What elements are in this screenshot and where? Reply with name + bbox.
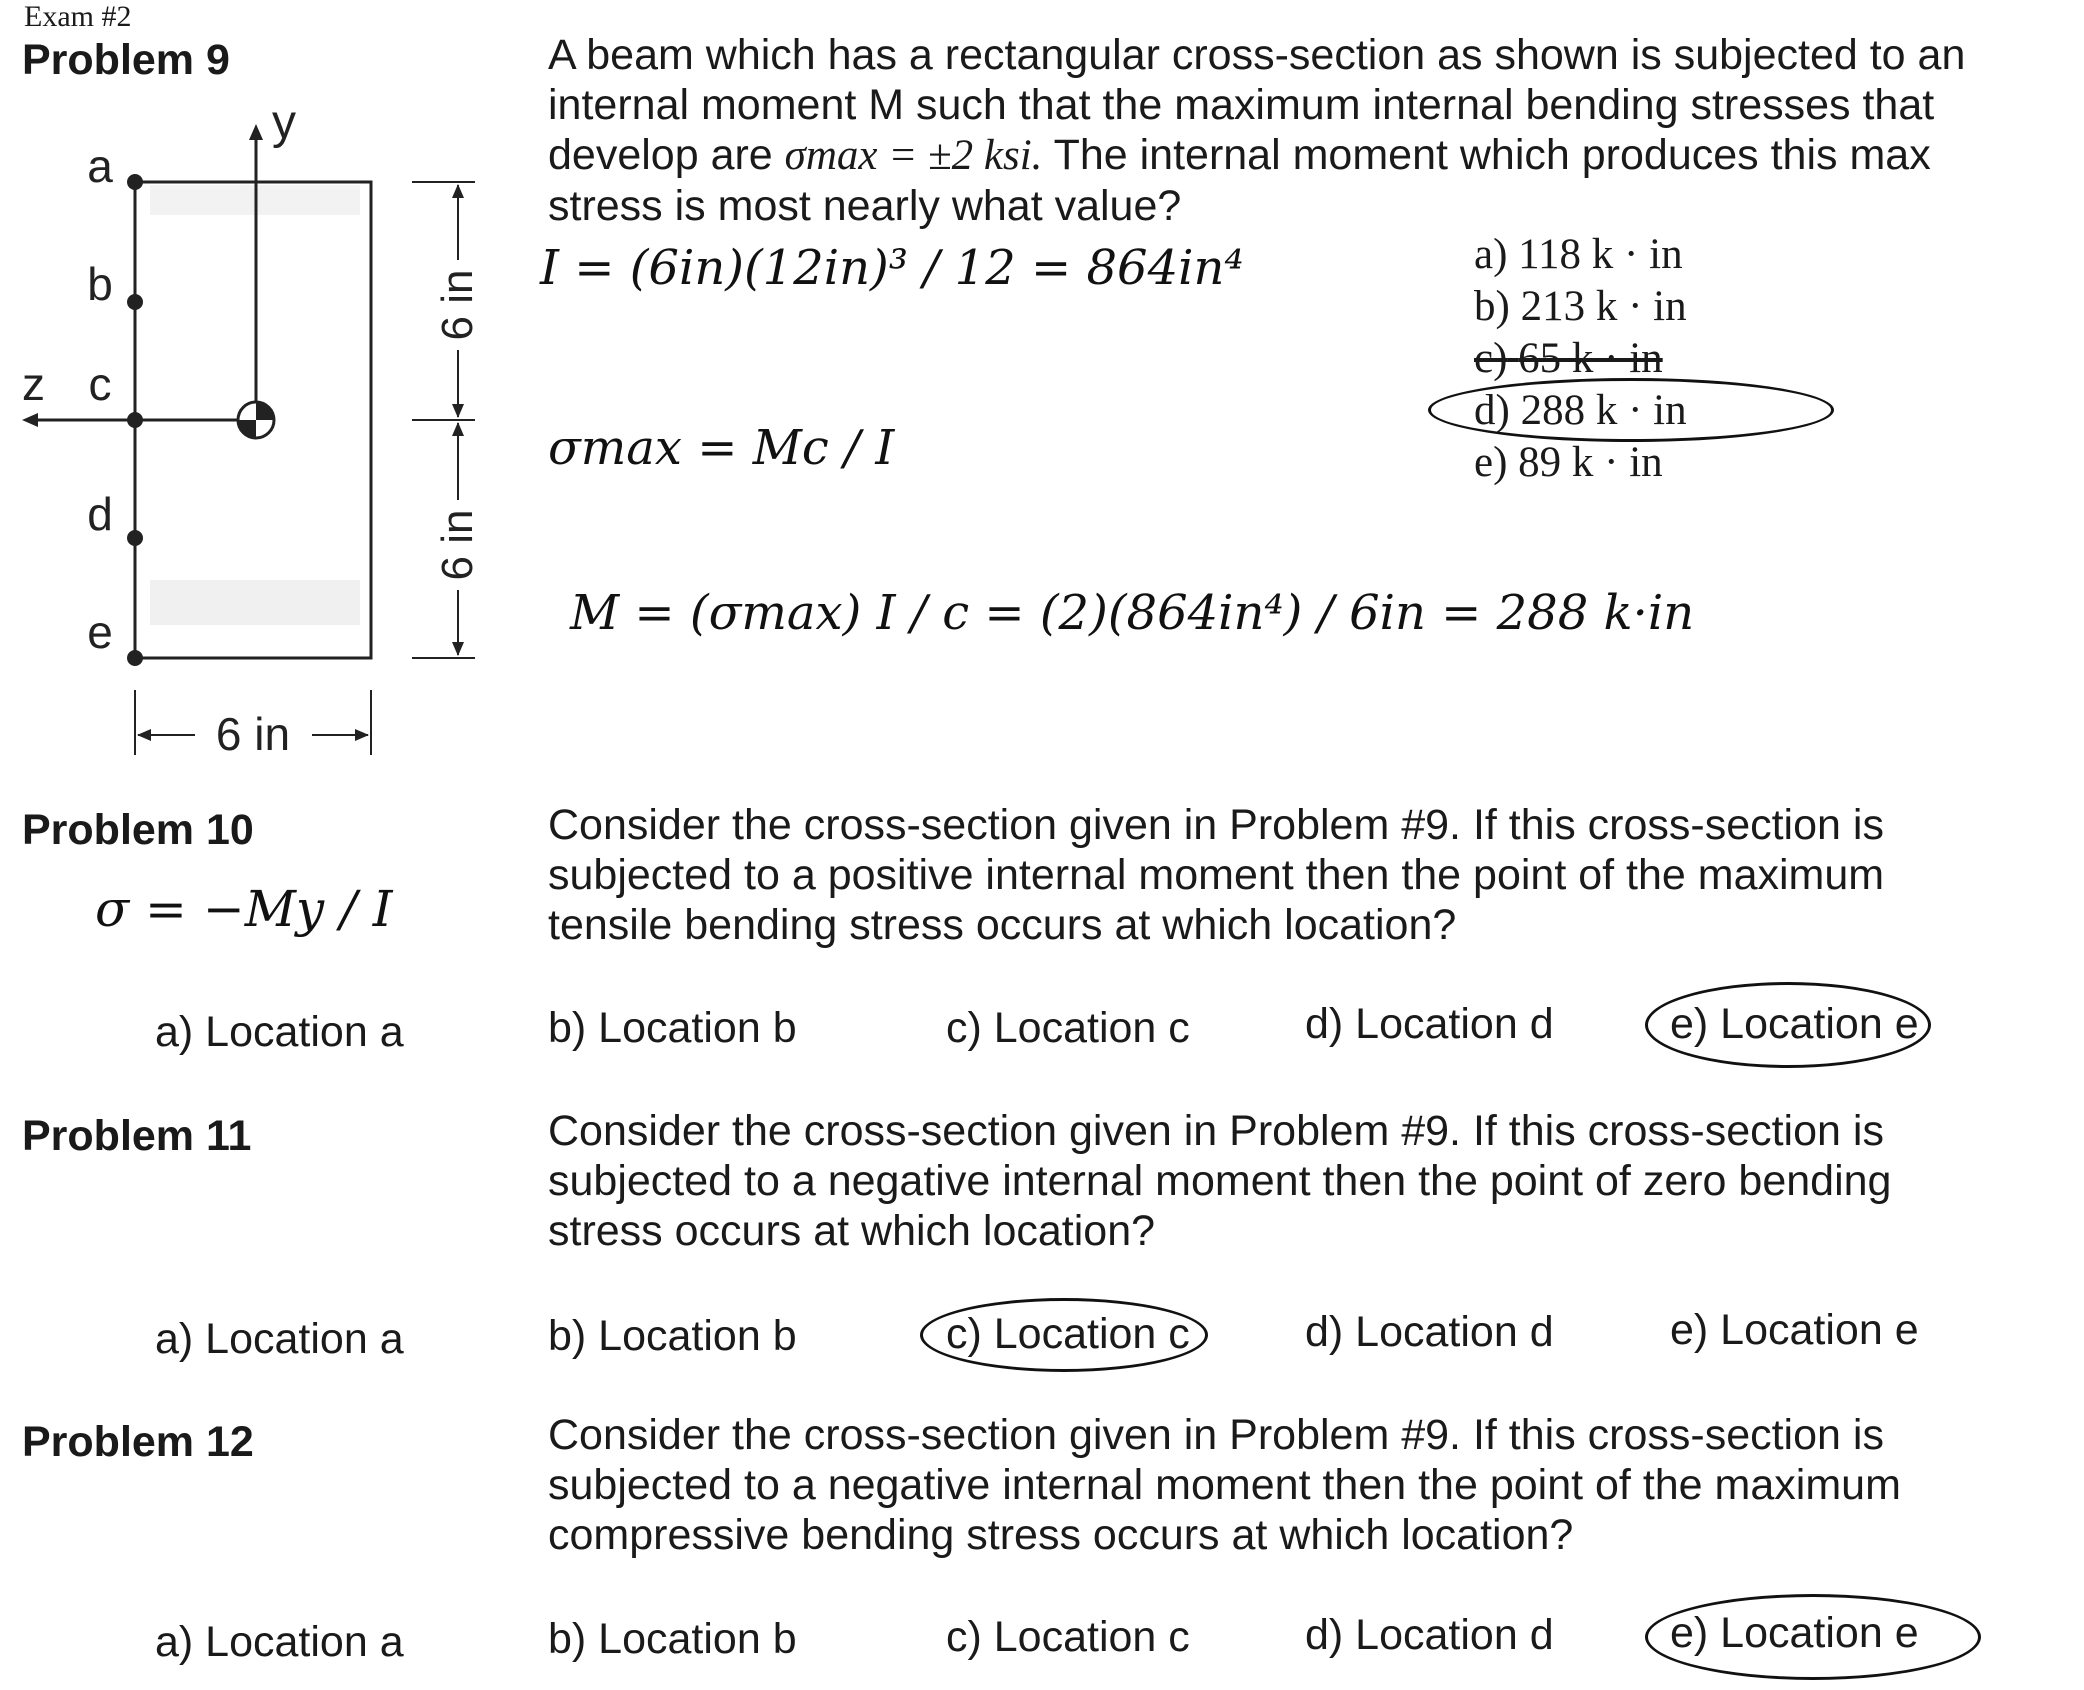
p9-option-e[interactable] — [1474, 438, 1663, 487]
p10-option-c[interactable]: c) Location c — [946, 1004, 1190, 1052]
p9-option-c-value: 65 k · in — [1518, 335, 1663, 382]
dim-label-lower: 6 in — [433, 509, 482, 581]
point-e-label: e — [87, 606, 113, 658]
scan-texture-bottom — [150, 580, 360, 625]
p12-option-e[interactable]: e) Location e — [1670, 1609, 1919, 1657]
point-b-dot — [127, 294, 143, 310]
p9-option-a-value: 118 k · in — [1518, 231, 1683, 278]
problem-12-question: Consider the cross-section given in Problem #9. If this cross-section is subjected to a negative internal moment then the point of the maximum compressive bending stress occurs at which location? — [548, 1411, 1901, 1559]
p9-option-e-label: e) — [1474, 439, 1508, 486]
dim-width-label: 6 in — [215, 708, 291, 760]
work-moment-solution: M = (σmax) I / c = (2)(864in⁴) / 6in = 288 k·in — [570, 585, 1695, 641]
p11-option-c[interactable]: c) Location c — [946, 1310, 1190, 1358]
problem-11-question: Consider the cross-section given in Problem #9. If this cross-section is subjected to a negative internal moment then the point of zero bending stress occurs at which location? — [548, 1107, 1892, 1255]
centroid-fill-2 — [238, 420, 256, 438]
p12-option-b[interactable]: b) Location b — [548, 1615, 797, 1663]
point-e-dot — [127, 650, 143, 666]
problem-11-title: Problem 11 — [22, 1112, 252, 1160]
dim-width-arrow-left — [137, 729, 151, 741]
p12-option-c[interactable]: c) Location c — [946, 1613, 1190, 1661]
dim-label-upper: 6 in — [433, 269, 482, 341]
problem-12-title: Problem 12 — [22, 1418, 254, 1466]
p9-option-a[interactable] — [1474, 230, 1683, 279]
problem-9-question-post: The internal moment which produces this max stress is most nearly what value? — [548, 131, 1931, 230]
p9-option-d-value: 288 k · in — [1520, 387, 1687, 434]
p10-option-a[interactable]: a) Location a — [155, 1008, 404, 1056]
work-moment-of-inertia: I = (6in)(12in)³ / 12 = 864in⁴ — [540, 240, 1244, 296]
problem-10-title: Problem 10 — [22, 806, 254, 854]
dim-arrow-4 — [452, 642, 464, 656]
point-a-label: a — [87, 140, 113, 192]
dim-arrow-1 — [452, 184, 464, 198]
p9-option-a-label: a) — [1474, 231, 1508, 278]
point-b-label: b — [87, 258, 113, 310]
p9-option-c-label: c) — [1474, 335, 1508, 382]
cross-section-diagram — [0, 90, 540, 770]
p9-option-b-value: 213 k · in — [1520, 283, 1687, 330]
problem-9-sigma-max: σmax = ±2 ksi. — [784, 132, 1043, 179]
p11-option-b[interactable]: b) Location b — [548, 1312, 797, 1360]
p9-answer-circle — [1428, 378, 1834, 442]
exam-header: Exam #2 — [24, 0, 132, 33]
p9-option-c[interactable] — [1474, 334, 1663, 383]
dim-arrow-2 — [452, 404, 464, 418]
p9-option-e-value: 89 k · in — [1518, 439, 1663, 486]
y-axis-label: y — [272, 96, 296, 149]
problem-9-question — [548, 30, 2008, 231]
p10-answer-circle — [1645, 982, 1931, 1068]
p9-option-b-label: b) — [1474, 283, 1510, 330]
z-axis-arrowhead — [22, 413, 38, 427]
p12-answer-circle — [1645, 1594, 1981, 1680]
problem-10-question: Consider the cross-section given in Problem #9. If this cross-section is subjected to a positive internal moment then the point of the maximum tensile bending stress occurs at which location? — [548, 801, 1885, 949]
p11-option-d[interactable]: d) Location d — [1305, 1308, 1554, 1356]
problem-10-note: σ = −My / I — [95, 880, 393, 938]
dim-width-arrow-right — [355, 729, 369, 741]
p11-option-e[interactable]: e) Location e — [1670, 1306, 1919, 1354]
problem-9-question-pre: A beam which has a rectangular cross-section as shown is subjected to an internal moment M such that the maximum internal bending stresses that develop are — [548, 31, 1966, 179]
p12-option-a[interactable]: a) Location a — [155, 1618, 404, 1666]
centroid-fill-1 — [256, 402, 274, 420]
point-c-dot — [127, 412, 143, 428]
p9-option-b[interactable] — [1474, 282, 1687, 331]
point-a-dot — [127, 174, 143, 190]
p11-option-a[interactable]: a) Location a — [155, 1315, 404, 1363]
z-axis-label: z — [22, 358, 45, 410]
point-c-label: c — [88, 358, 112, 410]
y-axis-arrowhead — [249, 124, 263, 140]
p10-option-e[interactable]: e) Location e — [1670, 1000, 1919, 1048]
point-d-label: d — [87, 488, 113, 540]
p10-option-d[interactable]: d) Location d — [1305, 1000, 1554, 1048]
dim-arrow-3 — [452, 422, 464, 436]
p11-answer-circle — [920, 1298, 1208, 1372]
point-d-dot — [127, 530, 143, 546]
p12-option-d[interactable]: d) Location d — [1305, 1611, 1554, 1659]
p9-option-d-label: d) — [1474, 387, 1510, 434]
problem-9-title: Problem 9 — [22, 36, 230, 84]
p10-option-b[interactable]: b) Location b — [548, 1004, 797, 1052]
work-flexure-formula: σmax = Mc / I — [548, 420, 895, 476]
